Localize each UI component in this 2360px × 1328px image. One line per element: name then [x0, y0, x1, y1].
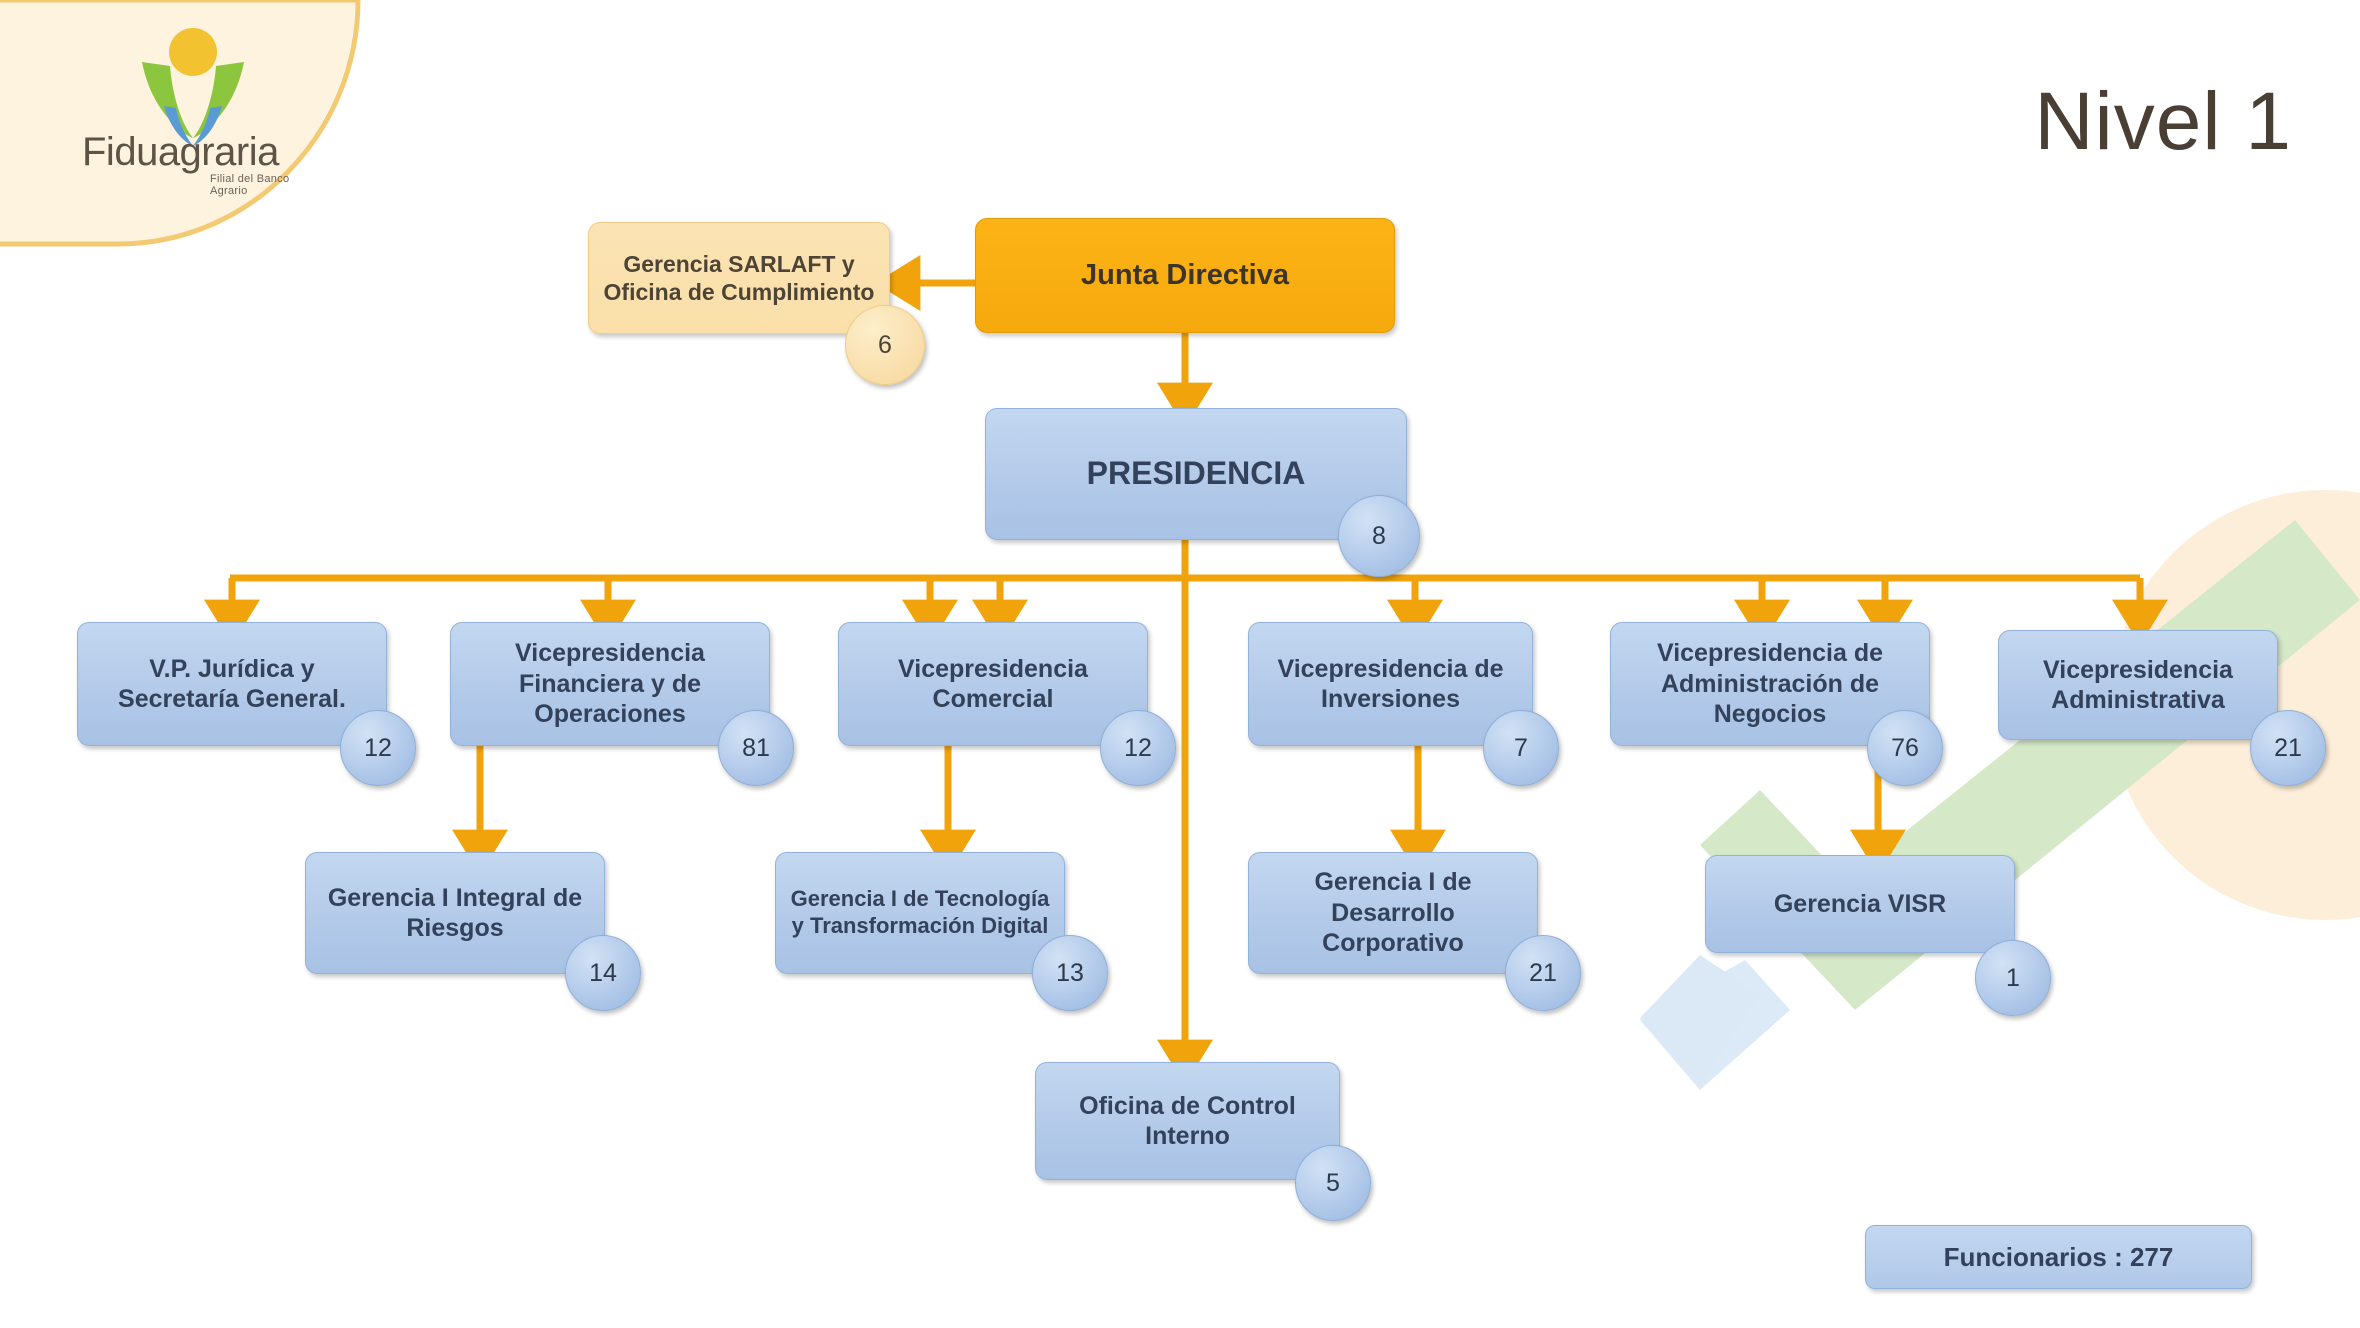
logo: [60, 10, 320, 200]
badge-count-vp-inversiones: [1483, 710, 1559, 786]
node-label: Vicepresidencia Financiera y de Operaciones: [515, 639, 705, 729]
badge-value: 12: [364, 733, 392, 762]
badge-value: 6: [878, 330, 892, 359]
page-title: Nivel 1: [2034, 76, 2292, 167]
node-label: Gerencia SARLAFT y Oficina de Cumplimiento: [603, 250, 875, 305]
node-vp-administrativa[interactable]: [1998, 630, 2278, 740]
badge-value: 81: [742, 733, 770, 762]
node-vp-comercial[interactable]: [838, 622, 1148, 746]
logo-wordmark: Fiduagraria: [82, 130, 279, 174]
logo-tagline: Filial del Banco Agrario: [210, 173, 290, 197]
node-junta-directiva[interactable]: [975, 218, 1395, 333]
badge-count-gerencia-tecnologia: [1032, 935, 1108, 1011]
badge-value: 13: [1056, 958, 1084, 987]
total-employees-label: Funcionarios : 277: [1943, 1241, 2174, 1272]
badge-count-gerencia-visr: [1975, 940, 2051, 1016]
badge-count-oficina-control-interno: [1295, 1145, 1371, 1221]
node-gerencia-visr[interactable]: [1705, 855, 2015, 953]
node-gerencia-sarlaft[interactable]: [588, 222, 890, 334]
node-label: Vicepresidencia de Inversiones: [1277, 654, 1504, 713]
badge-count-vp-financiera: [718, 710, 794, 786]
badge-value: 76: [1891, 733, 1919, 762]
badge-value: 1: [2006, 963, 2020, 992]
node-label: Junta Directiva: [1081, 258, 1289, 291]
node-label: V.P. Jurídica y Secretaría General.: [118, 654, 346, 713]
badge-value: 12: [1124, 733, 1152, 762]
node-label: Gerencia VISR: [1773, 889, 1947, 918]
badge-value: 5: [1326, 1168, 1340, 1197]
badge-count-vp-comercial: [1100, 710, 1176, 786]
node-label: Vicepresidencia Comercial: [898, 654, 1088, 713]
node-label: Vicepresidencia Administrativa: [2043, 655, 2233, 714]
node-oficina-control-interno[interactable]: [1035, 1062, 1340, 1180]
node-gerencia-tecnologia[interactable]: [775, 852, 1065, 974]
badge-count-presidencia: [1338, 495, 1420, 577]
badge-value: 21: [1529, 958, 1557, 987]
node-label: Gerencia I Integral de Riesgos: [327, 883, 583, 942]
badge-value: 8: [1372, 521, 1386, 550]
badge-value: 21: [2274, 733, 2302, 762]
badge-count-vp-administracion-negocios: [1867, 710, 1943, 786]
badge-value: 7: [1514, 733, 1528, 762]
node-vp-financiera[interactable]: [450, 622, 770, 746]
node-label: Oficina de Control Interno: [1079, 1091, 1296, 1150]
total-employees-badge: [1865, 1225, 2252, 1289]
badge-count-gerencia-desarrollo: [1505, 935, 1581, 1011]
node-label: Vicepresidencia de Administración de Negocios: [1656, 639, 1884, 729]
node-label: Gerencia I de Tecnología y Transformación Digital: [790, 886, 1050, 938]
node-label: Gerencia I de Desarrollo Corporativo: [1314, 868, 1472, 958]
node-vp-juridica[interactable]: [77, 622, 387, 746]
node-gerencia-desarrollo[interactable]: [1248, 852, 1538, 974]
badge-count-sarlaft: [845, 305, 925, 385]
badge-count-vp-administrativa: [2250, 710, 2326, 786]
node-gerencia-riesgos[interactable]: [305, 852, 605, 974]
badge-count-gerencia-riesgos: [565, 935, 641, 1011]
badge-value: 14: [589, 958, 617, 987]
badge-count-vp-juridica: [340, 710, 416, 786]
node-label: PRESIDENCIA: [1086, 455, 1306, 492]
